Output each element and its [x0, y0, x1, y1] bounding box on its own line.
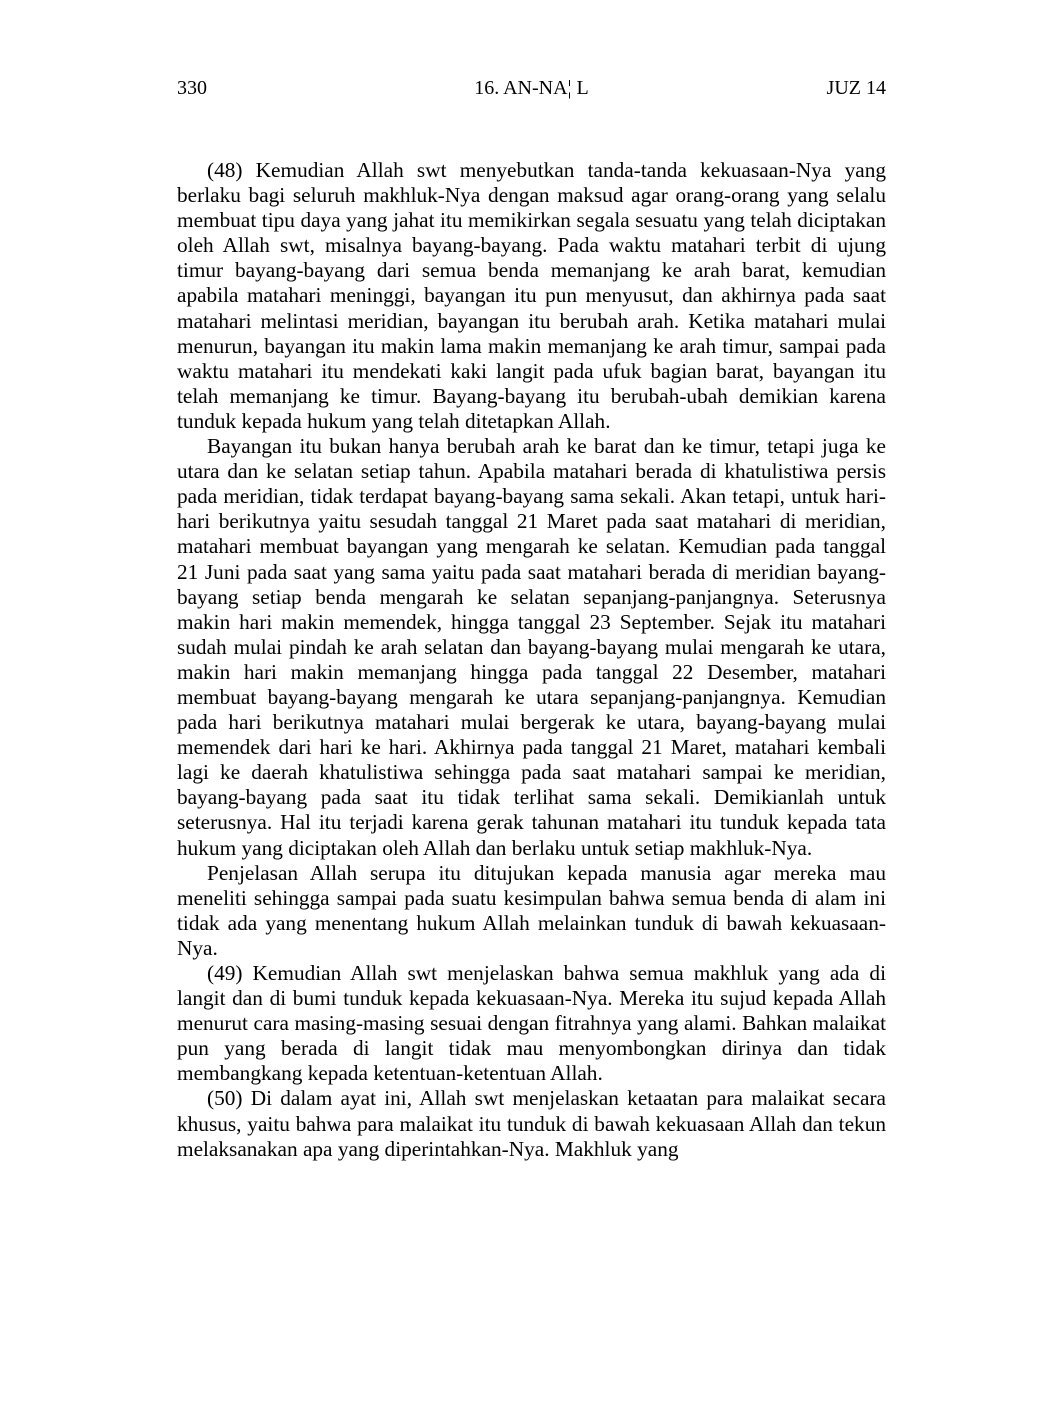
running-header: [177, 72, 886, 104]
juz-label: JUZ 14: [826, 77, 886, 99]
paragraph-verse-50: (50) Di dalam ayat ini, Allah swt menjelaskan ketaatan para malaikat secara khusus, yaitu bahwa para malaikat itu tunduk di bawah kekuasaan Allah dan tekun melaksanakan apa yang diperintahkan-Nya. Makhluk yang: [177, 1086, 886, 1161]
paragraph-verse-48: (48) Kemudian Allah swt menyebutkan tanda-tanda kekuasaan-Nya yang berlaku bagi seluruh makhluk-Nya dengan maksud agar orang-orang yang selalu membuat tipu daya yang jahat itu memikirkan segala sesuatu yang telah diciptakan oleh Allah swt, misalnya bayang-bayang. Pada waktu matahari terbit di ujung timur bayang-bayang dari semua benda memanjang ke arah barat, kemudian apabila matahari meninggi, bayangan itu pun menyusut, dan akhirnya pada saat matahari melintasi meridian, bayangan itu berubah arah. Ketika matahari mulai menurun, bayangan itu makin lama makin memanjang ke arah timur, sampai pada waktu matahari itu mendekati kaki langit pada ufuk bagian barat, bayangan itu telah memanjang ke timur. Bayang-bayang itu berubah-ubah demikian karena tunduk kepada hukum yang telah ditetapkan Allah.: [177, 158, 886, 433]
body-text: [177, 158, 886, 1162]
document-page: [177, 72, 886, 1162]
page-number: 330: [177, 77, 207, 99]
paragraph-verse-49: (49) Kemudian Allah swt menjelaskan bahwa semua makhluk yang ada di langit dan di bumi tunduk kepada kekuasaan-Nya. Mereka itu sujud kepada Allah menurut cara masing-masing sesuai dengan fitrahnya yang alami. Bahkan malaikat pun yang berada di langit tidak mau menyombongkan dirinya dan tidak membangkang kepada ketentuan-ketentuan Allah.: [177, 961, 886, 1086]
chapter-title: 16. AN-NA¦ L: [474, 77, 589, 99]
paragraph-explanation: Penjelasan Allah serupa itu ditujukan kepada manusia agar mereka mau meneliti sehingga sampai pada suatu kesimpulan bahwa semua benda di alam ini tidak ada yang menentang hukum Allah melainkan tunduk di bawah kekuasaan-Nya.: [177, 860, 886, 960]
paragraph-shadow-direction: Bayangan itu bukan hanya berubah arah ke barat dan ke timur, tetapi juga ke utara dan ke selatan setiap tahun. Apabila matahari berada di khatulistiwa persis pada meridian, tidak terdapat bayang-bayang sama sekali. Akan tetapi, untuk hari-hari berikutnya yaitu sesudah tanggal 21 Maret pada saat matahari di meridian, matahari membuat bayangan yang mengarah ke selatan. Kemudian pada tanggal 21 Juni pada saat yang sama yaitu pada saat matahari berada di meridian bayang-bayang setiap benda mengarah ke selatan sepanjang-panjangnya. Seterusnya makin hari makin memendek, hingga tanggal 23 September. Sejak itu matahari sudah mulai pindah ke arah selatan dan bayang-bayang mulai mengarah ke utara, makin hari makin memanjang hingga pada tanggal 22 Desember, matahari membuat bayang-bayang mengarah ke utara sepanjang-panjangnya. Kemudian pada hari berikutnya matahari mulai bergerak ke utara, bayang-bayang mulai memendek dari hari ke hari. Akhirnya pada tanggal 21 Maret, matahari kembali lagi ke daerah khatulistiwa sehingga pada saat matahari sampai ke meridian, bayang-bayang pada saat itu tidak terlihat sama sekali. Demikianlah untuk seterusnya. Hal itu terjadi karena gerak tahunan matahari itu tunduk kepada tata hukum yang diciptakan oleh Allah dan berlaku untuk setiap makhluk-Nya.: [177, 434, 886, 860]
